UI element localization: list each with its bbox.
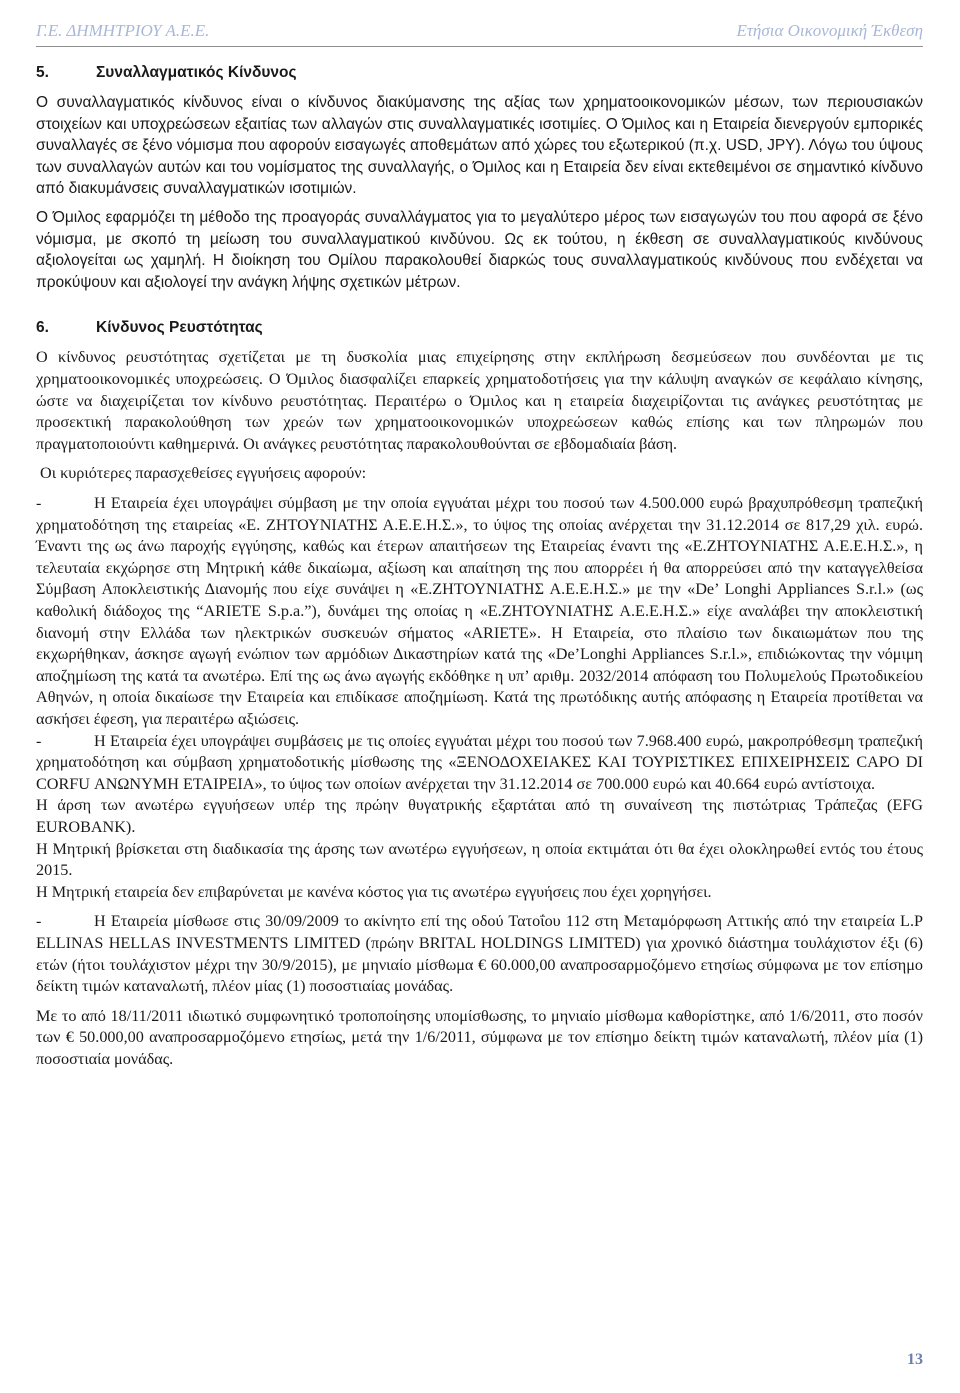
spacer [36,903,923,911]
header-company-name: Γ.Ε. ΔΗΜΗΤΡΙΟΥ Α.Ε.Ε. [36,21,210,40]
guarantee-release-paragraph: Η άρση των ανωτέρω εγγυήσεων υπέρ της πρώην θυγατρικής εξαρτάται από τη συναίνεση της πιστώτριας Τράπεζας (EFG EUROBANK). [36,796,923,836]
section-5-paragraph-1: Ο συναλλαγματικός κίνδυνος είναι ο κίνδυνος διακύμανσης της αξίας των χρηματοοικονομικών μέσων, των περιουσιακών στοιχείων και υποχρεώσεων εξαιτίας των αλλαγών στις συναλλαγματικές ισοτιμίες. Ο Όμιλος και η Εταιρεία διενεργούν εμπορικές συναλλαγές σε ξένο νόμισμα που αφορούν εισαγωγές αποθεμάτων από χώρες του εξωτερικού (π.χ. USD, JPY). Λόγω του ύψους των συναλλαγών αυτών και του νομίσματος της συναλλαγής, ο Όμιλος και η Εταιρεία δεν είναι εκτεθειμένοι σε σημαντικό κίνδυνο από διακυμάνσεις συναλλαγματικών ισοτιμιών. [36,94,923,198]
section-5-title: Συναλλαγματικός Κίνδυνος [96,64,297,81]
parent-cost-paragraph: Η Μητρική εταιρεία δεν επιβαρύνεται με κανένα κόστος για τις ανωτέρω εγγυήσεις που έχει χορηγήσει. [36,882,712,901]
lease-item-text: Η Εταιρεία μίσθωσε στις 30/09/2009 το ακίνητο επί της οδού Τατοΐου 112 στη Μεταμόρφωση Αττικής από την εταιρεία L.P ELLINAS HELLAS INVESTMENTS LIMITED (πρώην BRITAL HOLDINGS LIMITED) για χρονικό διάστημα τουλάχιστον έξι (6) ετών (ήτοι τουλάχιστον μέχρι την 30/9/2015), με μηνιαίο μίσθωμα € 60.000,00 αναπροσαρμοζόμενο ετησίως σύμφωνα με τον επίσημο δείκτη τιμών καταναλωτή, πλέον μίας (1) ποσοστιαίας μονάδας. [36,912,923,996]
section-6-paragraph-1: Ο κίνδυνος ρευστότητας σχετίζεται με τη δυσκολία μιας επιχείρησης στην εκπλήρωση δεσμεύσεων που συνδέονται με τις χρηματοοικονομικές υποχρεώσεις. Ο Όμιλος διασφαλίζει επαρκείς χρηματοδοτήσεις για την κάλυψη αναγκών σε κεφάλαιο κίνησης, ώστε να διαχειρίζεται τον κίνδυνο ρευστότητας. Περαιτέρω ο Όμιλος και η εταιρεία διαχειρίζονται τις ανάγκες ρευστότητας με προσεκτική παρακολούθηση των χρεών των χρηματοοικονομικών υποχρεώσεων καθώς επίσης και των πληρωμών που πραγματοποιούντι καθημερινά. Οι ανάγκες ρευστότητας παρακολουθούνται σε εβδομαδιαία βάση. [36,348,923,453]
guarantee-item-2 [36,731,923,796]
guarantee-item-1-text: Η Εταιρεία έχει υπογράψει σύμβαση με την οποία εγγυάται μέχρι του ποσού των 4.500.000 ευρώ βραχυπρόθεσμη τραπεζική χρηματοδότηση της εταιρείας «Ε. ΖΗΤΟΥΝΙΑΤΗΣ Α.Ε.Ε.Η.Σ.», το ύψος της οποίας ανέρχεται την 31.12.2014 σε 817,29 χιλ. ευρώ. Έναντι της ως άνω παροχής εγγύησης, καθώς και έτερων απαιτήσεων της Εταιρείας έναντι της «Ε.ΖΗΤΟΥΝΙΑΤΗΣ Α.Ε.Ε.Η.Σ.», η τελευταία εκχώρησε στη Μητρική κάθε δικαίωμα, αξίωση και απαίτηση της που απορρέει ή θα απορρεύσει από την καταγγελθείσα Σύμβαση Αποκλειστικής Διανομής που είχε συνάψει η «Ε.ΖΗΤΟΥΝΙΑΤΗΣ Α.Ε.Ε.Η.Σ.» με την «De’ Longhi Appliances S.r.l.» (ως καθολική διάδοχος της “ARIETE S.p.a.”), δυνάμει της οποίας η «Ε.ΖΗΤΟΥΝΙΑΤΗΣ Α.Ε.Ε.Η.Σ.» είχε αναλάβει την αποκλειστική διανομή στην Ελλάδα των ηλεκτρικών συσκευών σήματος «ARIETE». Η Εταιρεία, στο πλαίσιο των δικαιωμάτων που της εκχωρήθηκαν, άσκησε αγωγή ενώπιον των αρμόδιων Δικαστηρίων κατά της «De’Longhi Appliances S.r.l.», επιδιώκοντας την νόμιμη αποζημίωση της κατά τα ανωτέρω. Επί της ως άνω αγωγής εκδόθηκε η υπ’ αριθμ. 2032/2014 απόφαση του Πολυμελούς Πρωτοδικείου Αθηνών, η οποία δικαίωσε την Εταιρεία και επιδίκασε αποζημίωση. Κατά της πρωτόδικης αυτής απόφασης η Εταιρεία προτίθεται να ασκήσει έφεση, για περαιτέρω αξιώσεις. [36,494,923,728]
section-6-number: 6. [36,319,49,337]
page-header [36,16,923,47]
spacer [36,998,923,1006]
header-report-title: Ετήσια Οικονομική Έκθεση [736,21,923,40]
section-5-heading [36,62,923,83]
list-dash: - [36,731,42,750]
spacer [36,199,923,207]
rent-amendment-paragraph: Με το από 18/11/2011 ιδιωτικό συμφωνητικό τροποποίησης υπομίσθωσης, το μηνιαίο μίσθωμα καθορίστηκε, από 1/6/2011, στο ποσόν των € 50.000,00 αναπροσαρμοζόμενο ετησίως, μετά την 1/6/2011, σύμφωνα με τον επίσημο δείκτη τιμών καταναλωτή, πλέον μία (1) ποσοστιαία μονάδας. [36,1006,923,1068]
section-6-heading [36,317,923,338]
section-6-title: Κίνδυνος Ρευστότητας [96,319,263,337]
page-number: 13 [907,1351,923,1368]
spacer [36,485,923,493]
section-6-content [36,347,923,1070]
list-dash: - [36,912,42,931]
section-5-paragraph-2: Ο Όμιλος εφαρμόζει τη μέθοδο της προαγοράς συναλλάγματος για το μεγαλύτερο μέρος των εισαγωγών του που αφορά σε ξένο νόμισμα, με σκοπό τη μείωση του συναλλαγματικού κινδύνου. Ως εκ τούτου, η έκθεση σε συναλλαγματικούς κινδύνους αξιολογείται ως χαμηλή. Η διοίκηση του Ομίλου παρακολουθεί διαρκώς τους συναλλαγματικούς κινδύνους που ενδέχεται να προκύψουν και αξιολογεί την ανάγκη λήψης σχετικών μέτρων. [36,209,923,291]
guarantee-item-1 [36,493,923,731]
section-5-number: 5. [36,64,49,81]
list-dash: - [36,494,42,513]
guarantees-intro: Οι κυριότερες παρασχεθείσες εγγυήσεις αφορούν: [40,464,367,483]
parent-release-paragraph: Η Μητρική βρίσκεται στη διαδικασία της άρσης των ανωτέρω εγγυήσεων, η οποία εκτιμάται ότι θα έχει ολοκληρωθεί εντός του έτους 2015. [36,839,923,880]
document-body [36,62,923,1070]
spacer [36,455,923,463]
guarantee-item-2-text: Η Εταιρεία έχει υπογράψει συμβάσεις με τις οποίες εγγυάται μέχρι του ποσού των 7.968.400 ευρώ, μακροπρόθεσμη τραπεζική χρηματοδότηση και σύμβαση χρηματοδοτικής μίσθωσης της «ΞΕΝΟΔΟΧΕΙΑΚΕΣ ΚΑΙ ΤΟΥΡΙΣΤΙΚΕΣ ΕΠΙΧΕΙΡΗΣΕΙΣ CAPO DI CORFU ΑΝΩΝΥΜΗ ΕΤΑΙΡΕΙΑ», το ύψος των οποίων ανέρχεται την 31.12.2014 σε 700.000 ευρώ και 40.664 ευρώ αντίστοιχα. [36,731,923,793]
lease-item [36,911,923,997]
